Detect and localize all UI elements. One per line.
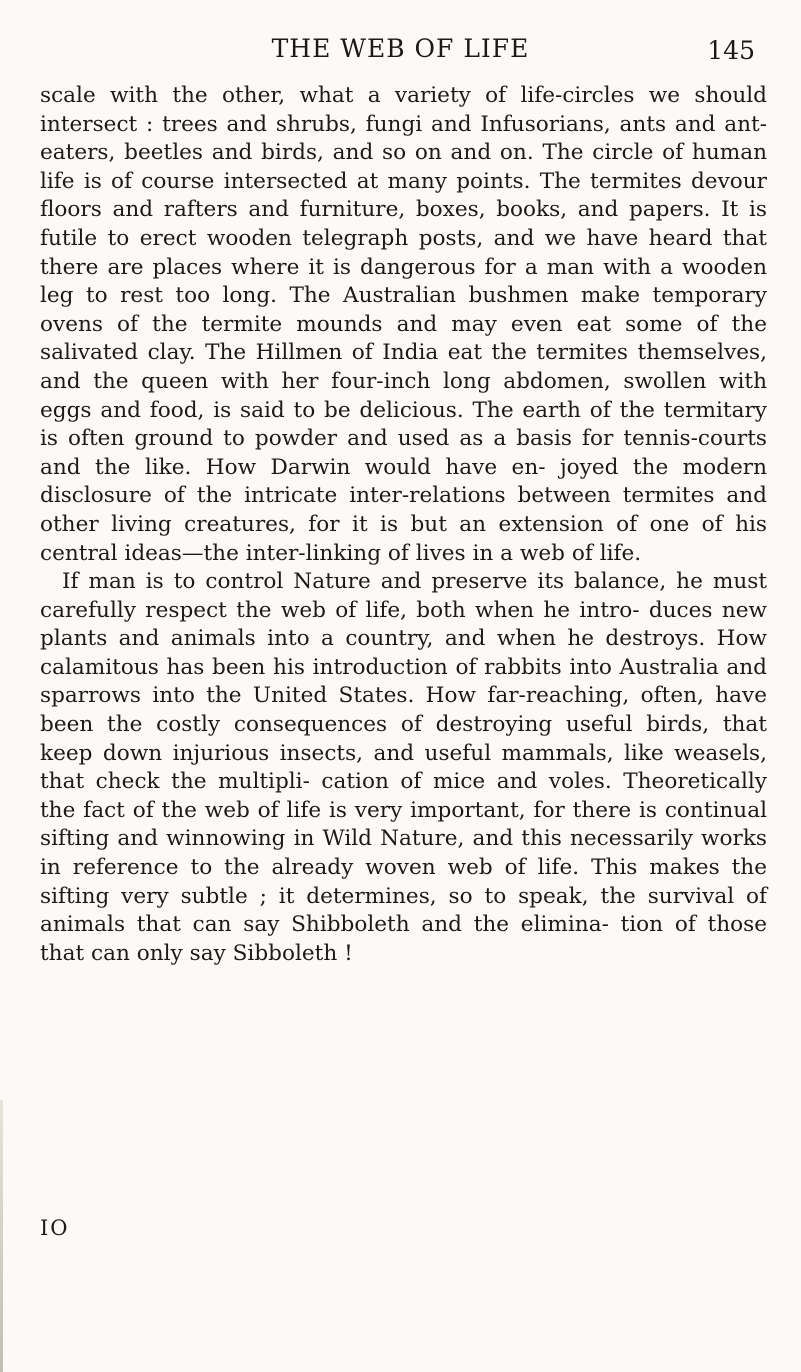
signature-mark: IO	[40, 1216, 70, 1240]
page-number: 145	[707, 36, 755, 65]
body-text	[40, 82, 767, 968]
running-head-title: THE WEB OF LIFE	[271, 34, 530, 63]
running-head	[0, 32, 801, 72]
page-edge-shadow	[0, 1100, 3, 1372]
paragraph-1: scale with the other, what a variety of life-circles we should intersect : trees and shrubs, fungi and Infusorians, ants and ant-eaters, beetles and birds, and so on and on. The circle of human life is of course intersected at many points. The termites devour floors and rafters and furniture, boxes, books, and papers. It is futile to erect wooden telegraph posts, and we have heard that there are places where it is dangerous for a man with a wooden leg to rest too long. The Australian bushmen make temporary ovens of the termite mounds and may even eat some of the salivated clay. The Hillmen of India eat the termites themselves, and the queen with her four-inch long abdomen, swollen with eggs and food, is said to be delicious. The earth of the termitary is often ground to powder and used as a basis for tennis-courts and the like. How Darwin would have en- joyed the modern disclosure of the intricate inter-relations between termites and other living creatures, for it is but an extension of one of his central ideas—the inter-linking of lives in a web of life.	[40, 83, 767, 566]
paragraph-2: If man is to control Nature and preserve its balance, he must carefully respect the web of life, both when he intro- duces new plants and animals into a country, and when he destroys. How calamitous has been his introduction of rabbits into Australia and sparrows into the United States. How far-reaching, often, have been the costly consequences of destroying useful birds, that keep down injurious insects, and useful mammals, like weasels, that check the multipli- cation of mice and voles. Theoretically the fact of the web of life is very important, for there is continual sifting and winnowing in Wild Nature, and this necessarily works in reference to the already woven web of life. This makes the sifting very subtle ; it determines, so to speak, the survival of animals that can say Shibboleth and the elimina- tion of those that can only say Sibboleth !	[40, 569, 767, 966]
